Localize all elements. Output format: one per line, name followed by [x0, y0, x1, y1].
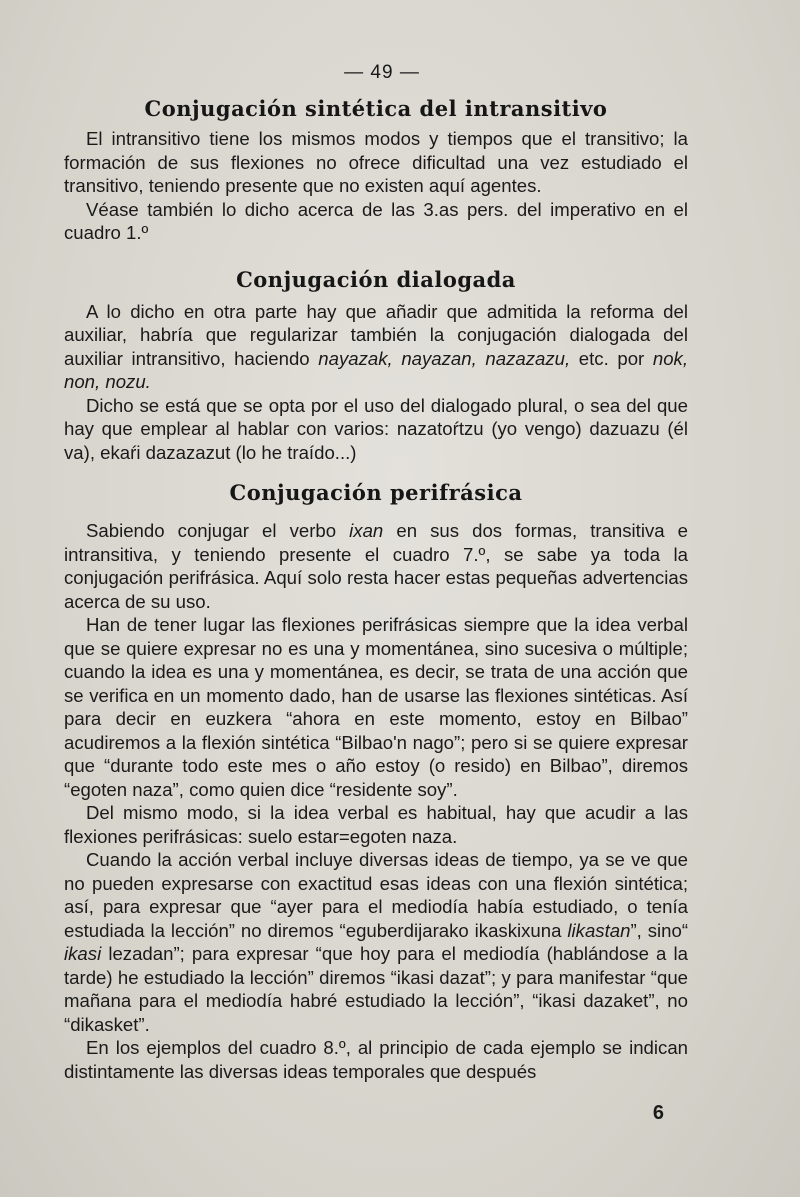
section-title-perifrasica: Conjugación perifrásica [229, 480, 523, 505]
paragraph: El intransitivo tiene los mismos modos y tiempos que el transitivo; la formación de sus flexiones no ofrece dificultad una vez estudiado el transitivo, teniendo presente que no existen aquí agentes. [64, 128, 688, 196]
text-run: Sabiendo conjugar el verbo [86, 520, 337, 541]
paragraph: Del mismo modo, si la idea verbal es habitual, hay que acudir a las flexiones perifrásicas: suelo estar=egoten naza. [64, 802, 688, 847]
section-title-dialogada: Conjugación dialogada [236, 266, 516, 292]
text-run: A lo dicho en otra parte hay que añadir que admitida la reforma del auxiliar, habría que regularizar también la conjugación dialogada del auxiliar intransitivo, haciendo [64, 300, 688, 369]
text-run: etc. por [578, 347, 645, 369]
text-run: en sus dos formas, transitiva e intransitiva, y teniendo presente el cuadro 7.º, se sabe ya toda la conjugación perifrásica. Aquí solo resta hacer estas pequeñas advertencias acerca de su uso. [64, 520, 689, 612]
text-run: Cuando la acción verbal incluye diversas ideas de tiempo, ya se ve que no pueden expresarse con exactitud esas ideas con una flexión sintética; así, para expresar que “ayer para el mediodía había estudiado, o tenía estudiada la lección” no diremos “eguberdijarako ikaskixuna [64, 849, 688, 941]
italic-word: ixan [349, 520, 384, 541]
paragraph [64, 300, 688, 394]
paragraph: Véase también lo dicho acerca de las 3.as pers. del imperativo en el cuadro 1.º [64, 198, 688, 243]
paragraph [64, 519, 688, 613]
italic-word: ikasi [64, 943, 102, 964]
paragraph: Dicho se está que se opta por el uso del dialogado plural, o sea del que hay que emplear al hablar con varios: nazatoŕtzu (yo vengo) dazuazu (él va), ekaŕi dazazazut (lo he traído...) [64, 394, 688, 463]
italic-forms: nayazak, nayazan, nazazazu, [318, 347, 571, 369]
paragraph: En los ejemplos del cuadro 8.º, al principio de cada ejemplo se indican distintamente las diversas ideas temporales que después [64, 1037, 688, 1082]
signature-mark: 6 [652, 1102, 664, 1124]
page-number: — 49 — [344, 62, 420, 83]
text-run: ”, sino“ [630, 919, 689, 941]
text-run: lezadan”; para expresar “que hoy para el mediodía (hablándose a la tarde) he estudiado la lección” diremos “ikasi dazat”; y para manifestar “que mañana para el mediodía habré estudiado la lección”, “ikasi dazaket”, no “dikasket”. [64, 943, 688, 1035]
section-title-sintetica: Conjugación sintética del intransitivo [144, 96, 608, 121]
paragraph: Han de tener lugar las flexiones perifrásicas siempre que la idea verbal que se quiere expresar no es una y momentánea, sino sucesiva o múltiple; cuando la idea es una y momentánea, es decir, se trata de una acción que se verifica en un momento dado, han de usarse las flexiones sintéticas. Así para decir en euzkera “ahora en este momento, estoy en Bilbao” acudiremos a la flexión sintética “Bilbao'n nago”; pero si se quiere expresar que “durante todo este mes o año estoy (o resido) en Bilbao”, diremos “egoten naza”, como quien dice “residente soy”. [64, 614, 688, 800]
italic-word: likastan [567, 919, 631, 941]
paragraph [64, 848, 688, 1036]
italic-forms: nok, non, nozu. [64, 347, 689, 392]
